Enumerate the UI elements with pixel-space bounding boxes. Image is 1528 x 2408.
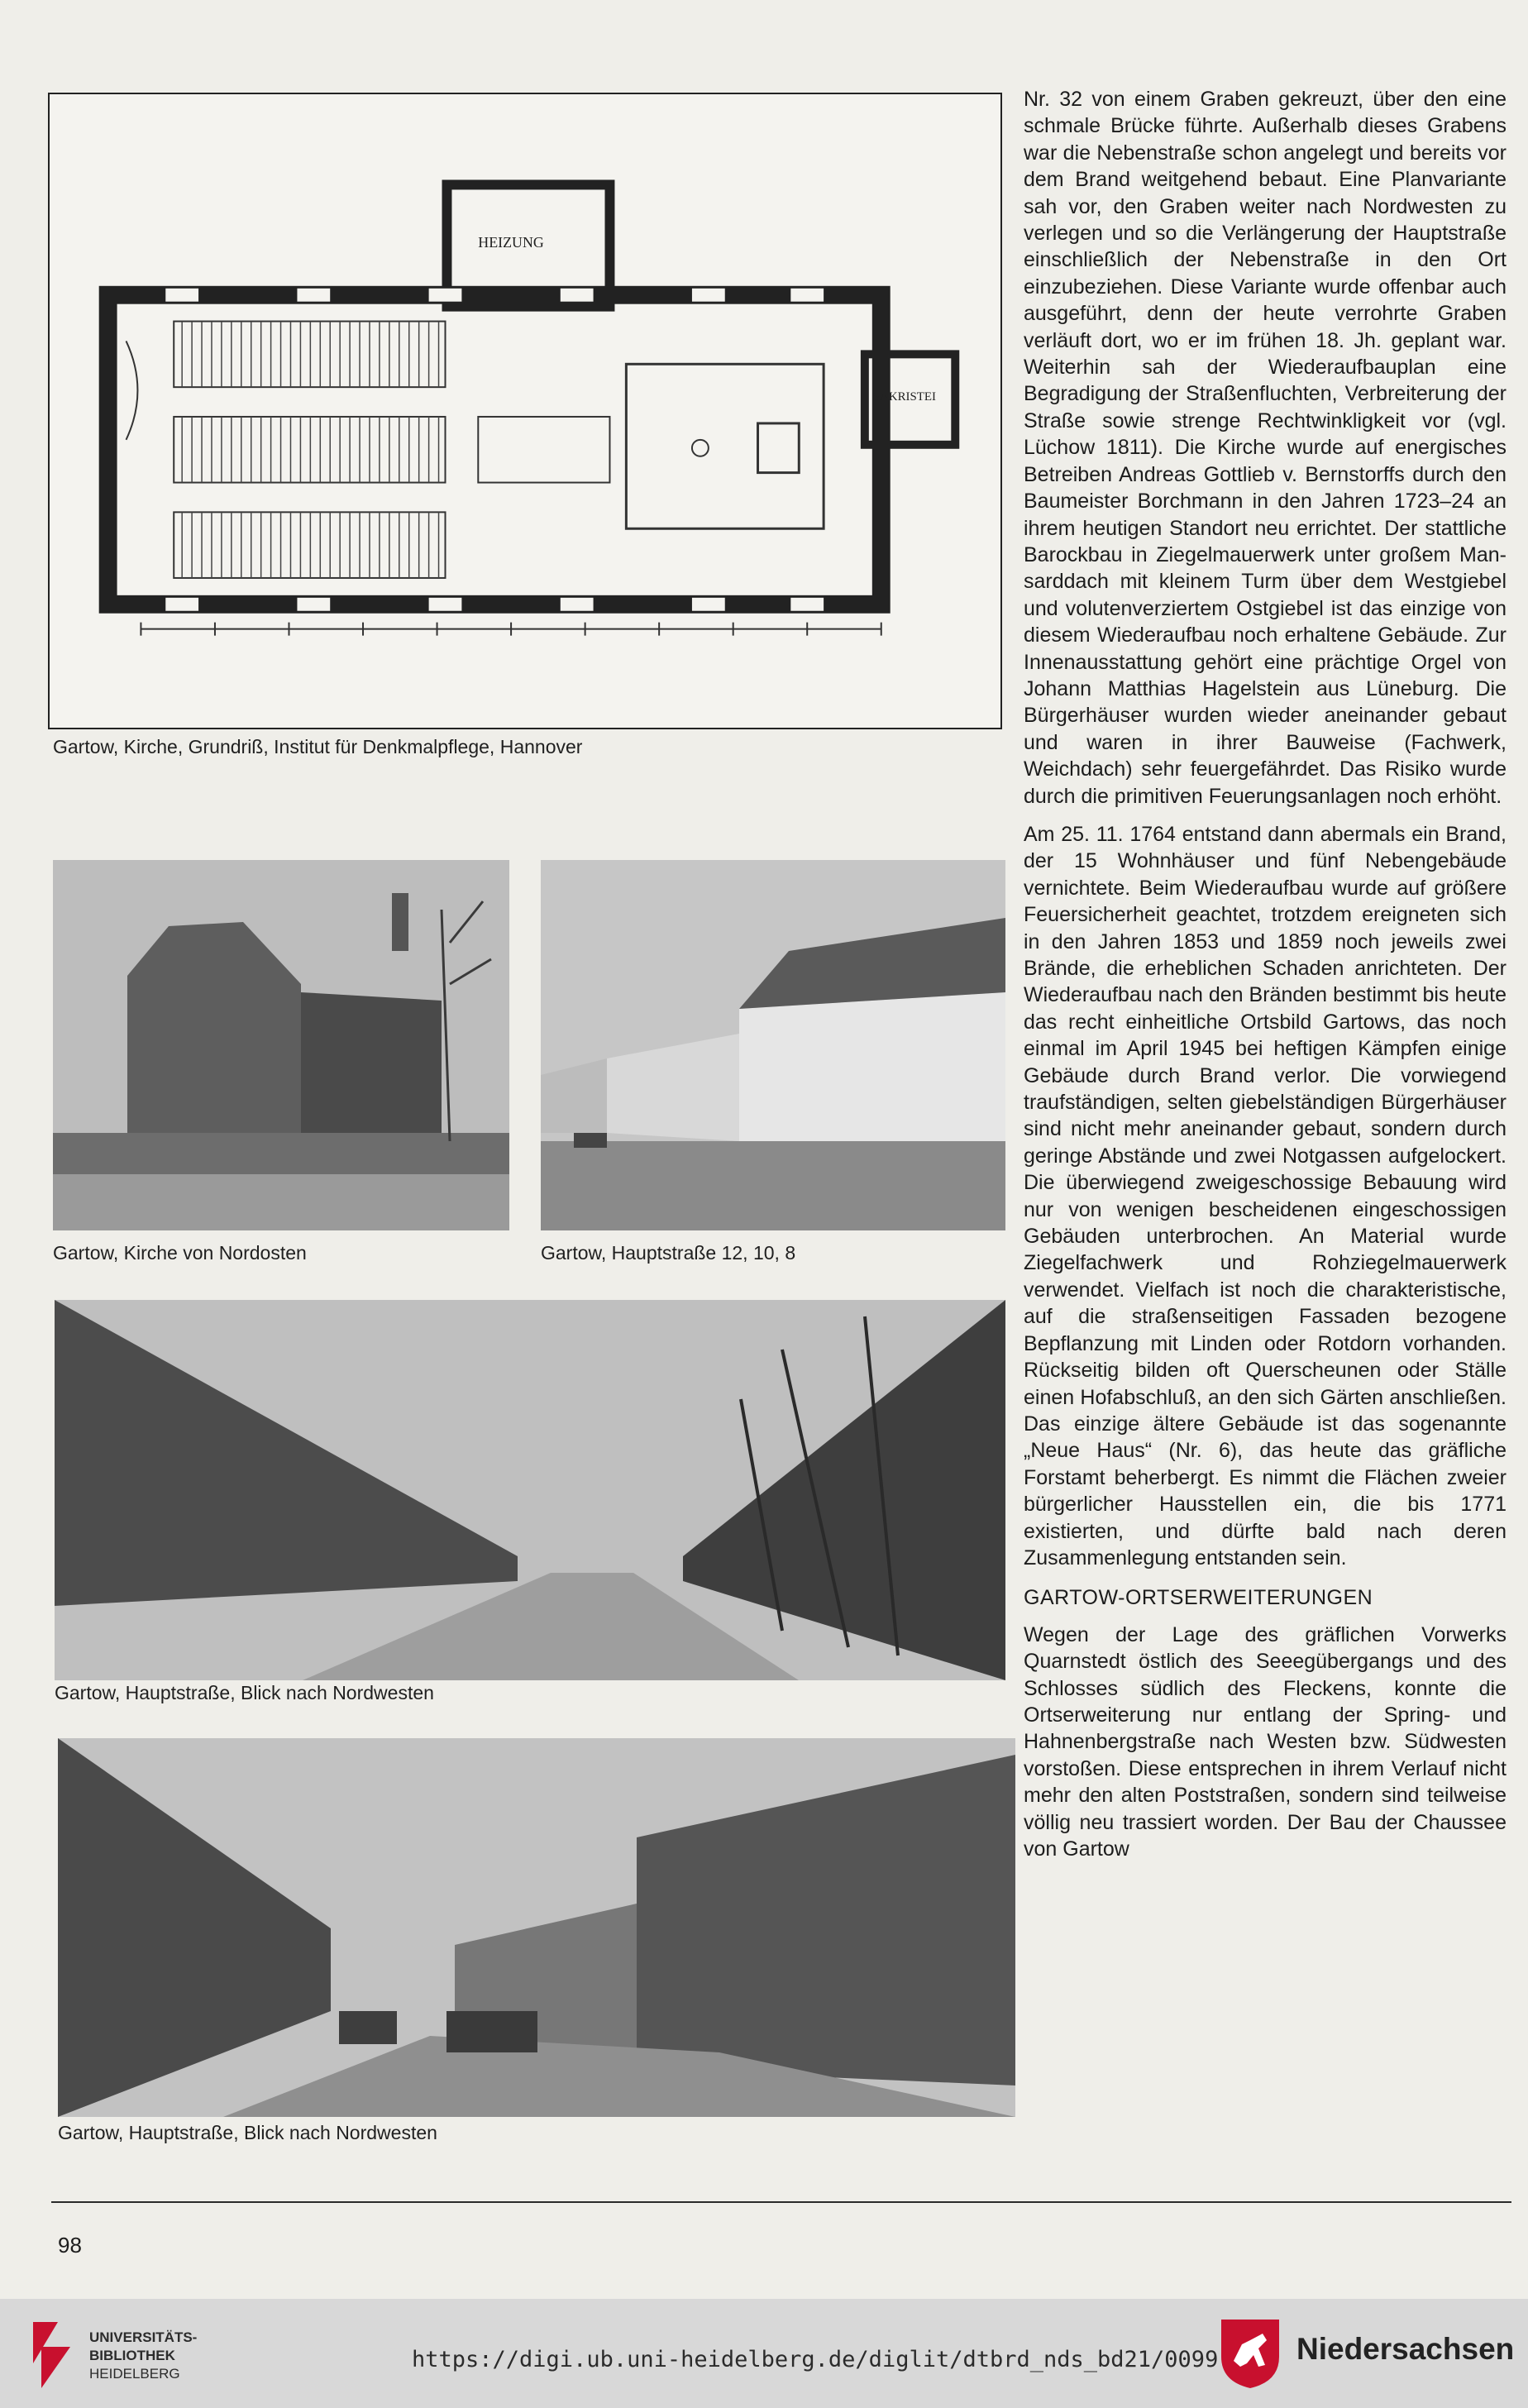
- library-name-line-3: HEIDELBERG: [89, 2366, 180, 2382]
- page-number: 98: [58, 2233, 82, 2258]
- paragraph-1: Nr. 32 von einem Graben gekreuzt, über den eine schmale Brücke führte. Außerhalb dieses Grabens war die Nebenstraße schon angelegt und bereits vor dem Brand weitgehend bebaut. Eine Planvariante sah vor, den Graben weiter nach Nordwesten zu verlegen und so die Verlängerung der Hauptstraße einschließlich der Nebenstraße in den Ort einzubeziehen. Diese Variante wurde offenbar auch ausgeführt, denn der heute verrohrte Graben verläuft dort, wo er im frühen 18. Jh. geplant war. Weiterhin sah der Wiederaufbauplan eine Begradigung der Straßenfluchten, Verbreiterung der Straße sowie strenge Rechtwinkligkeit vor (vgl. Lüchow 1811). Die Kirche wurde auf energisches Betreiben Andreas Gottlieb v. Bernstorffs durch den Baumeister Borchmann in den Jahren 1723–24 an ihrem heutigen Standort neu errichtet. Der stattliche Barockbau in Ziegelmauerwerk unter großem Mansarddach mit kleinem Turm über dem Westgiebel und volutenverziertem Ostgiebel ist das einzige von diesem Wiederaufbau noch erhaltene Gebäude. Zur Innenausstattung gehört eine prächtige Orgel von Johann Matthias Hagelstein aus Lüneburg. Die Bürgerhäuser wurden wieder aneinander gebaut und waren in ihrer Bauweise (Fachwerk, Weichdach) sehr feuergefährdet. Das Risiko wurde durch die primitiven Feuerungsanlagen noch erhöht.: [1024, 88, 1507, 808]
- partner-name: Niedersachsen: [1296, 2332, 1515, 2366]
- hauptstrasse-houses-photo: [541, 860, 1005, 1230]
- sakristei-label: SAKRISTEI: [872, 390, 937, 404]
- heizung-label: HEIZUNG: [478, 234, 544, 251]
- church-floor-plan: [48, 93, 1002, 729]
- permalink-url[interactable]: https://digi.ub.uni-heidelberg.de/diglit/dtbrd_nds_bd21/0099: [412, 2347, 1219, 2372]
- photo-church-northeast: [53, 860, 509, 1230]
- university-library-name: [89, 2329, 197, 2383]
- library-name-line-2: BIBLIOTHEK: [89, 2348, 175, 2363]
- caption-hauptstrasse-view-1: Gartow, Hauptstraße, Blick nach Nordwesten: [55, 1682, 434, 1703]
- photo-hauptstrasse-view-2: [58, 1738, 1015, 2117]
- paragraph-2: Am 25. 11. 1764 entstand dann abermals ein Brand, der 15 Wohnhäuser und fünf Nebengebäude vernichtete. Beim Wiederaufbau wurde auf größere Feuersicherheit geachtet, trotzdem ereigneten sich in den Jahren 1853 und 1859 noch jeweils zwei Brände, die erheblichen Schaden anrichteten. Der Wiederaufbau nach den Bränden bestimmt bis heute das recht einheitliche Ortsbild Gartows, das noch einmal im April 1945 bei heftigen Kämpfen einige Gebäude durch Brand verlor. Die vorwiegend traufständigen, selten giebelständigen Bürgerhäuser sind nicht mehr aneinander gebaut, sondern durch geringe Abstände und zwei Notgassen aufgelockert. Die überwiegend zweigeschossige Bebauung wird nur von wenigen bescheidenen eingeschossigen Gebäuden unterbrochen. An Material wurde Ziegelfachwerk und Rohziegelmauerwerk verwendet. Vielfach ist noch die charakteristische, auf die straßenseitigen Fassaden bezogene Bepflanzung mit Linden oder Rotdorn vorhanden. Rückseitig bilden oft Querscheunen oder Ställe einen Hofabschluß, an den sich Gärten anschließen. Das einzige ältere Gebäude ist das sogenannte „Neue Haus“ (Nr. 6), das heute das gräfliche Forstamt beherbergt. Es nimmt die Flächen zweier bürgerlicher Hausstellen ein, die bis 1771 existierten, und dürfte bald nach deren Zusammenlegung entstanden sein.: [1024, 822, 1507, 1570]
- library-name-line-1: UNIVERSITÄTS-: [89, 2329, 198, 2345]
- footer-rule: [51, 2201, 1511, 2203]
- niedersachsen-crest-icon: [1217, 2315, 1283, 2394]
- section-heading: GARTOW-ORTSERWEITERUNGEN: [1024, 1586, 1373, 1610]
- street-view-photo-1: [55, 1300, 1005, 1680]
- church-photo: [53, 860, 509, 1230]
- caption-church-northeast: Gartow, Kirche von Nordosten: [53, 1242, 307, 1264]
- street-view-photo-2: [58, 1738, 1015, 2117]
- paragraph-3: Wegen der Lage des gräflichen Vorwerks Quarnstedt östlich des Seeegübergangs und des Schlosses südlich des Fleckens, konnte die Ortserweiterung nur entlang der Spring- und Hahnenbergstraße nach Westen bzw. Südwesten vorstoßen. Diese entsprechen in ihrem Verlauf nicht mehr den alten Poststraßen, sondern sind teilweise völlig neu trassiert worden. Der Bau der Chaussee von Gartow: [1024, 1622, 1507, 1861]
- caption-hauptstrasse-view-2: Gartow, Hauptstraße, Blick nach Nordwesten: [58, 2122, 437, 2143]
- caption-hauptstrasse-12-10-8: Gartow, Hauptstraße 12, 10, 8: [541, 1242, 796, 1264]
- university-library-logo-icon[interactable]: [25, 2314, 83, 2397]
- body-text-column: [1024, 86, 1507, 1874]
- photo-hauptstrasse-12-10-8: [541, 860, 1005, 1230]
- digitization-footer: [0, 2299, 1528, 2408]
- floor-plan-drawing: [50, 94, 1000, 728]
- caption-floor-plan: Gartow, Kirche, Grundriß, Institut für Denkmalpflege, Hannover: [53, 736, 583, 757]
- photo-hauptstrasse-view-1: [55, 1300, 1005, 1680]
